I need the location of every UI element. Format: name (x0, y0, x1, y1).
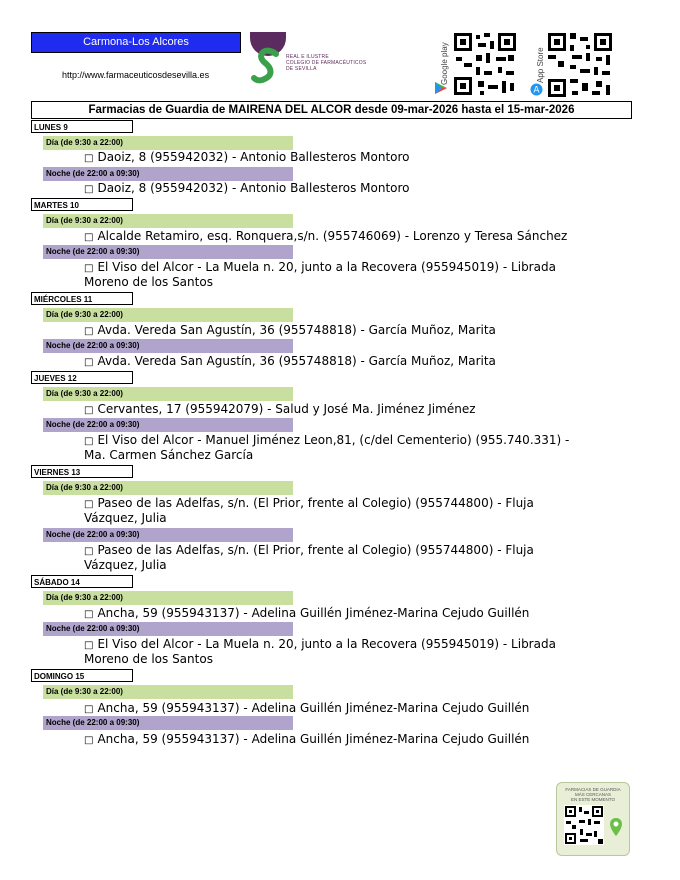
svg-text:A: A (533, 85, 540, 96)
google-play-label: Google play (440, 42, 449, 85)
app-store-qr-icon (546, 31, 614, 99)
night-shift-label: Noche (de 22:00 a 09:30) (43, 245, 293, 259)
google-play-qr-icon (452, 31, 518, 97)
pharmacy-entry: □ Paseo de las Adelfas, s/n. (El Prior, frente al Colegio) (955744800) - Fluja (84, 496, 534, 510)
pharmacy-entry-continued: Ma. Carmen Sánchez García (84, 448, 254, 462)
day-shift-label: Día (de 9:30 a 22:00) (43, 136, 293, 150)
pharmacy-entry: □ El Viso del Alcor - Manuel Jiménez Leon,81, (c/del Cementerio) (955.740.331) - (84, 433, 570, 447)
day-shift-label: Día (de 9:30 a 22:00) (43, 387, 293, 401)
pharmacy-entry-continued: Vázquez, Julia (84, 558, 167, 572)
badge-text: FARMACIAS DE GUARDIA MÁS CERCANAS EN ESTE MOMENTO (565, 787, 621, 802)
pharmacy-entry: □ Cervantes, 17 (955942079) - Salud y José Ma. Jiménez Jiménez (84, 402, 476, 416)
night-shift-label: Noche (de 22:00 a 09:30) (43, 716, 293, 730)
day-label-sabado: SÁBADO 14 (31, 575, 133, 588)
pharmacy-entry: □ Daoiz, 8 (955942032) - Antonio Ballesteros Montoro (84, 181, 410, 195)
google-play-icon (434, 81, 448, 95)
location-pin-icon (609, 817, 623, 837)
day-shift-label: Día (de 9:30 a 22:00) (43, 685, 293, 699)
pharmacy-entry: □ Paseo de las Adelfas, s/n. (El Prior, frente al Colegio) (955744800) - Fluja (84, 543, 534, 557)
college-name: REAL E ILUSTRE COLEGIO DE FARMACÉUTICOS DE SEVILLA (286, 54, 367, 72)
website-url[interactable]: http://www.farmaceuticosdesevilla.es (62, 70, 210, 80)
pharmacy-entry: □ El Viso del Alcor - La Muela n. 20, junto a la Recovera (955945019) - Librada (84, 260, 556, 274)
page-title: Farmacias de Guardia de MAIRENA DEL ALCOR desde 09-mar-2026 hasta el 15-mar-2026 (31, 101, 632, 119)
day-shift-label: Día (de 9:30 a 22:00) (43, 591, 293, 605)
day-label-viernes: VIERNES 13 (31, 465, 133, 478)
nearest-pharmacies-badge[interactable] (556, 782, 630, 856)
night-shift-label: Noche (de 22:00 a 09:30) (43, 622, 293, 636)
pharmacy-entry: □ Ancha, 59 (955943137) - Adelina Guillén Jiménez-Marina Cejudo Guillén (84, 732, 530, 746)
app-store-icon (530, 83, 543, 96)
pharmacy-entry: □ Avda. Vereda San Agustín, 36 (955748818) - García Muñoz, Marita (84, 354, 496, 368)
day-label-martes: MARTES 10 (31, 198, 133, 211)
day-shift-label: Día (de 9:30 a 22:00) (43, 214, 293, 228)
college-logo (248, 32, 288, 88)
pharmacy-entry: □ Alcalde Retamiro, esq. Ronquera,s/n. (955746069) - Lorenzo y Teresa Sánchez (84, 229, 568, 243)
night-shift-label: Noche (de 22:00 a 09:30) (43, 528, 293, 542)
pharmacy-entry-continued: Vázquez, Julia (84, 511, 167, 525)
pharmacy-entry: □ Ancha, 59 (955943137) - Adelina Guillén Jiménez-Marina Cejudo Guillén (84, 701, 530, 715)
pharmacy-entry-continued: Moreno de los Santos (84, 275, 213, 289)
night-shift-label: Noche (de 22:00 a 09:30) (43, 167, 293, 181)
night-shift-label: Noche (de 22:00 a 09:30) (43, 339, 293, 353)
app-store-label: App Store (536, 47, 545, 83)
day-label-jueves: JUEVES 12 (31, 371, 133, 384)
day-shift-label: Día (de 9:30 a 22:00) (43, 481, 293, 495)
day-label-miercoles: MIÉRCOLES 11 (31, 292, 133, 305)
night-shift-label: Noche (de 22:00 a 09:30) (43, 418, 293, 432)
day-label-domingo: DOMINGO 15 (31, 669, 133, 682)
pharmacy-entry-continued: Moreno de los Santos (84, 652, 213, 666)
pharmacy-entry: □ Daoiz, 8 (955942032) - Antonio Ballesteros Montoro (84, 150, 410, 164)
pharmacy-entry: □ El Viso del Alcor - La Muela n. 20, junto a la Recovera (955945019) - Librada (84, 637, 556, 651)
day-shift-label: Día (de 9:30 a 22:00) (43, 308, 293, 322)
badge-qr-icon (564, 805, 604, 845)
pharmacy-entry: □ Avda. Vereda San Agustín, 36 (955748818) - García Muñoz, Marita (84, 323, 496, 337)
pharmacy-entry: □ Ancha, 59 (955943137) - Adelina Guillén Jiménez-Marina Cejudo Guillén (84, 606, 530, 620)
day-label-lunes: LUNES 9 (31, 120, 133, 133)
region-label: Carmona-Los Alcores (31, 32, 241, 53)
